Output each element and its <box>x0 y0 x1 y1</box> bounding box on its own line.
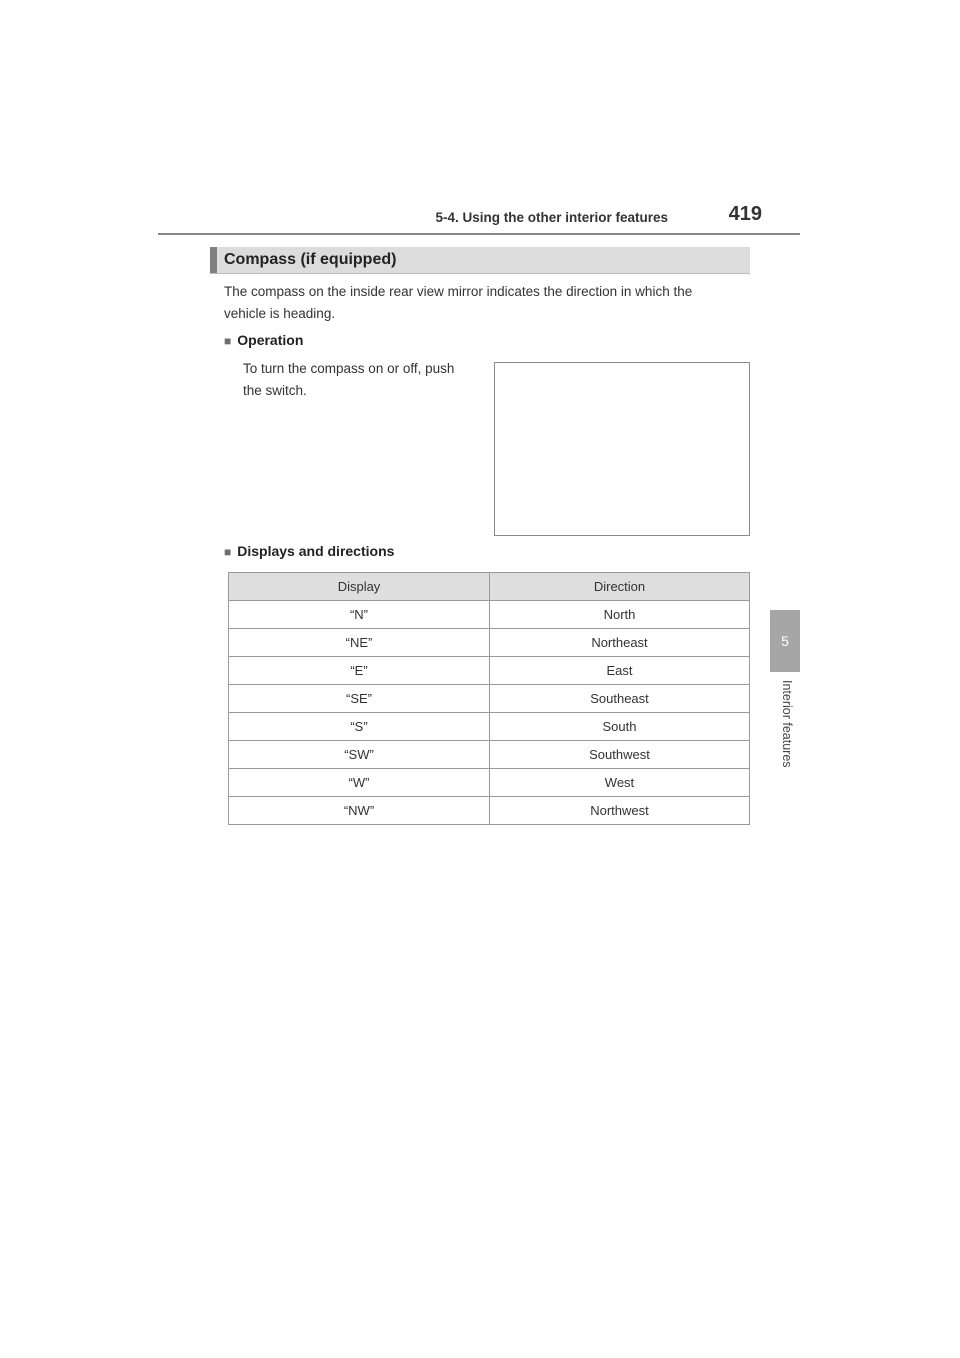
section-heading-bar <box>210 247 750 274</box>
display-cell: “SW” <box>229 741 490 769</box>
displays-heading <box>224 543 394 559</box>
direction-cell: Southeast <box>490 685 750 713</box>
table-row <box>229 657 750 685</box>
operation-text-line-1: To turn the compass on or off, push <box>243 361 455 376</box>
column-header-display: Display <box>229 573 490 601</box>
chapter-label: Interior features <box>780 680 794 768</box>
display-cell: “NW” <box>229 797 490 825</box>
display-cell: “E” <box>229 657 490 685</box>
operation-heading <box>224 332 303 348</box>
display-cell: “NE” <box>229 629 490 657</box>
display-cell: “S” <box>229 713 490 741</box>
displays-heading-label: Displays and directions <box>237 543 395 559</box>
table-row <box>229 797 750 825</box>
operation-heading-label: Operation <box>237 332 304 348</box>
display-cell: “SE” <box>229 685 490 713</box>
table-row <box>229 601 750 629</box>
table-row <box>229 769 750 797</box>
direction-cell: Southwest <box>490 741 750 769</box>
chapter-number: 5 <box>781 633 789 649</box>
direction-cell: Northwest <box>490 797 750 825</box>
table-row <box>229 685 750 713</box>
compass-switch-figure <box>494 362 750 536</box>
section-title: Compass (if equipped) <box>224 251 397 268</box>
direction-cell: Northeast <box>490 629 750 657</box>
display-cell: “W” <box>229 769 490 797</box>
intro-line-2: vehicle is heading. <box>224 306 336 321</box>
square-bullet-icon: ■ <box>224 334 232 348</box>
displays-directions-table <box>228 572 750 825</box>
running-header-title: 5-4. Using the other interior features <box>435 210 668 225</box>
header-divider <box>158 233 800 235</box>
direction-cell: South <box>490 713 750 741</box>
direction-cell: North <box>490 601 750 629</box>
display-cell: “N” <box>229 601 490 629</box>
square-bullet-icon: ■ <box>224 545 232 559</box>
table-row <box>229 713 750 741</box>
section-heading-accent <box>210 247 217 273</box>
page-number: 419 <box>728 203 762 225</box>
table-row <box>229 741 750 769</box>
direction-cell: West <box>490 769 750 797</box>
table-row <box>229 629 750 657</box>
intro-line-1: The compass on the inside rear view mirror indicates the direction in which the <box>224 284 693 299</box>
operation-text-line-2: the switch. <box>243 383 307 398</box>
direction-cell: East <box>490 657 750 685</box>
column-header-direction: Direction <box>490 573 750 601</box>
table-header-row <box>229 573 750 601</box>
chapter-tab <box>770 610 800 672</box>
